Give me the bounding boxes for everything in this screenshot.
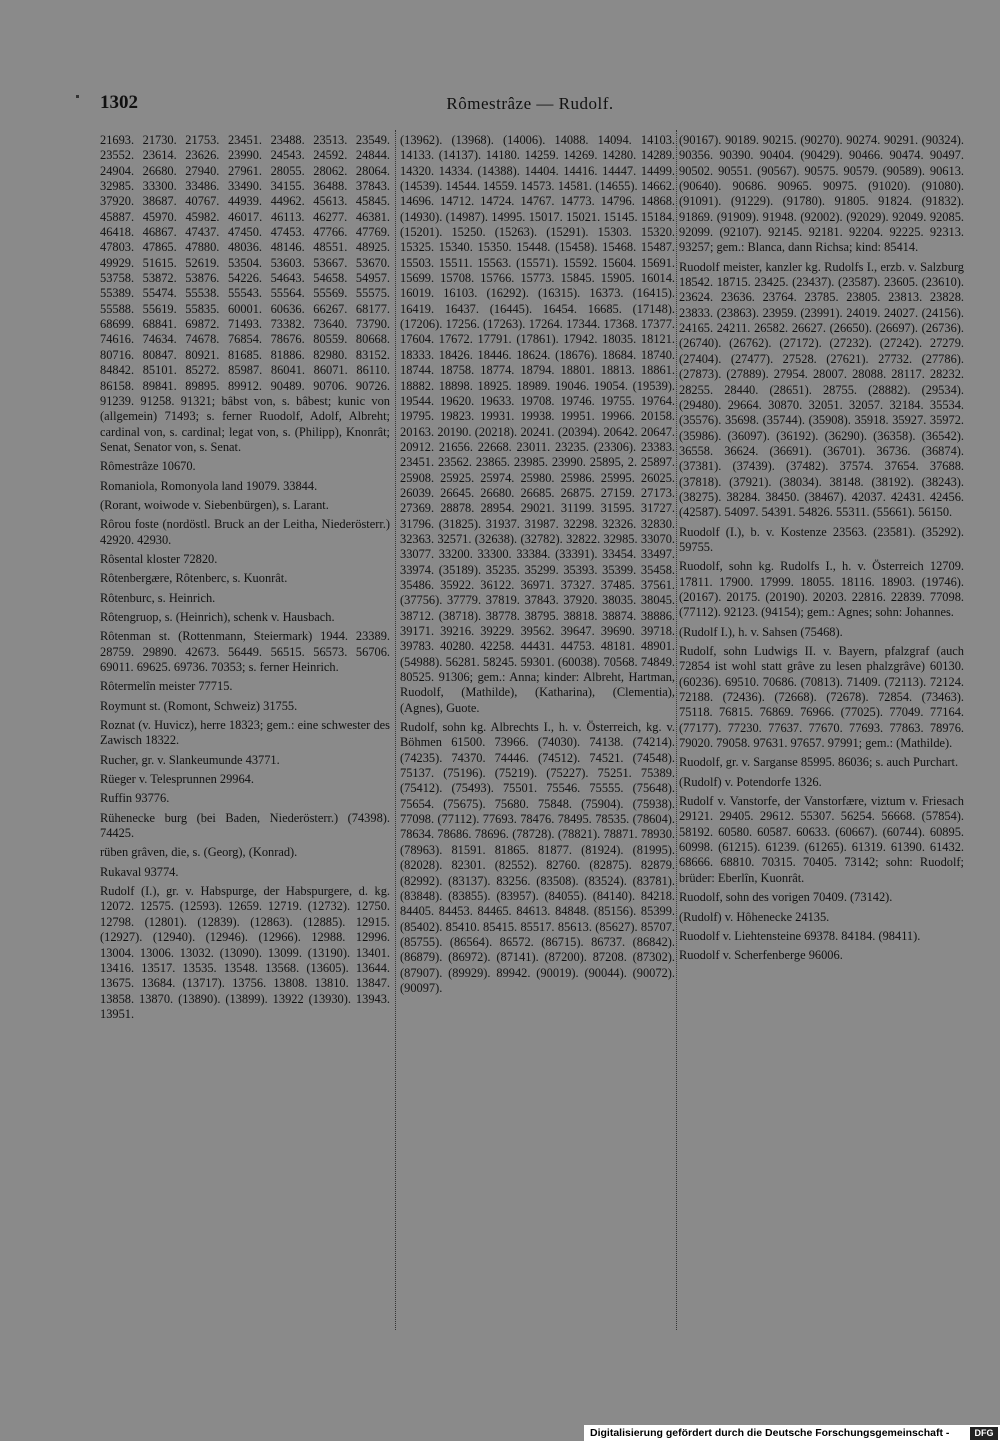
index-entry: Rucher, gr. v. Slankeumunde 43771.	[100, 752, 280, 767]
index-column-middle	[400, 133, 675, 1000]
index-entry: Ruodolf, gr. v. Sarganse 85995. 86036; s. auch Purchart.	[679, 755, 959, 770]
index-entry: 21693. 21730. 21753. 23451. 23488. 23513. 23549. 23552. 23614. 23626. 23990. 24543. 24592. 24844. 24904. 26680. 27940. 27961. 28055. 28062. 28064. 32985. 33300. 33486. 33490. 34155. 36488. 37843. 37920. 38687. 40767. 44939. 44962. 45613. 45845. 45887. 45970. 45982. 46017. 46113. 46277. 46381. 46418. 46867. 47437. 47450. 47453. 47766. 47769. 47803. 47865. 47880. 48036. 48146. 48551. 48925. 49929. 51615. 52619. 53504. 53603. 53667. 53670. 53758. 53872. 53876. 54226. 54643. 54658. 54957. 55389. 55474. 55538. 55543. 55564. 55569. 55575. 55588. 55619. 55835. 60001. 60636. 66267. 68177. 68699. 68841. 69872. 71493. 73382. 73640. 73790. 74616. 74634. 74678. 76854. 78676. 80559. 80668. 80716. 80847. 80921. 81685. 81886. 82980. 83152. 84842. 85101. 85272. 85987. 86041. 86071. 86110. 86158. 89841. 89895. 89912. 90489. 90706. 90726. 91239. 91258. 91321; bâbst von, s. bâbest; kunic von (allgemein) 71493; s. ferner Ruodolf, Adolf, Albreht; cardinal von, s. cardinal; legat von, s. (Philipp), Knonrât; Senat, Senator von, s. Senat.	[100, 133, 390, 454]
index-entry: Ruodolf v. Scherfenberge 96006.	[679, 948, 843, 963]
index-entry: Ruodolf (I.), b. v. Kostenze 23563. (23581). (35292). 59755.	[679, 524, 964, 554]
index-entry: Rôrou foste (nordöstl. Bruck an der Leitha, Niederösterr.) 42920. 42930.	[100, 517, 390, 547]
running-title: Rômestrâze — Rudolf.	[446, 94, 614, 113]
index-entry: Ruodolf, sohn kg. Rudolfs I., h. v. Österreich 12709. 17811. 17900. 17999. 18055. 18116. 18903. (19746). (20167). 20175. (20190). 20203. 22816. 22839. 77098. (77112). 92123. (94154); gem.: Agnes; sohn: Johannes.	[679, 559, 964, 620]
index-entry: Roznat (v. Huvicz), herre 18323; gem.: eine schwester des Zawisch 18322.	[100, 718, 390, 748]
page-header	[100, 92, 960, 116]
index-entry: (Rudolf) v. Hôhenecke 24135.	[679, 909, 830, 924]
index-entry: Ruodolf, sohn des vorigen 70409. (73142).	[679, 890, 893, 905]
index-entry: Ruodolf v. Liehtensteine 69378. 84184. (98411).	[679, 928, 921, 943]
index-entry: Rukaval 93774.	[100, 864, 179, 879]
dfg-logo: DFG	[970, 1427, 998, 1440]
column-divider-right	[676, 130, 677, 1330]
funding-footer	[584, 1425, 1000, 1441]
index-entry: Rüeger v. Telesprunnen 29964.	[100, 772, 254, 787]
index-column-right	[679, 133, 964, 968]
index-entry: Rômestrâze 10670.	[100, 459, 196, 474]
index-entry: (13962). (13968). (14006). 14088. 14094. 14103. 14133. (14137). 14180. 14259. 14269. 14280. 14289. 14320. 14334. (14388). 14404. 14416. 14447. 14499. (14539). 14544. 14559. 14573. 14581. (14655). 14662. 14696. 14712. 14724. 14767. 14773. 14796. 14868. (14930). (14987). 14995. 15017. 15021. 15145. 15184. (15201). 15250. (15263). (15291). 15303. 15320. 15325. 15340. 15350. 15448. (15458). 15468. 15487. 15503. 15511. 15563. (15571). 15592. 15604. 15691. 15699. 15708. 15766. 15773. 15845. 15905. 16014. 16019. 16103. (16292). (16315). 16373. (16415). 16419. 16437. (16445). 16454. 16685. (17148). (17206). 17256. (17263). 17264. 17344. 17368. 17377. 17604. 17672. 17791. (17861). 17942. 18035. 18121. 18333. 18426. 18446. 18624. (18676). 18684. 18740. 18744. 18758. 18774. 18794. 18801. 18813. 18861. 18882. 18898. 18925. 18989. 19046. 19054. (19539). 19544. 19620. 19633. 19708. 19746. 19755. 19764. 19795. 19823. 19931. 19938. 19951. 19966. 20158. 20163. 20190. (20218). 20241. (20394). 20642. 20647. 20912. 21656. 22668. 23011. 23235. (23306). 23383. 23451. 23562. 23865. 23985. 23990. 25895, 2. 25897. 25908. 25925. 25974. 25980. 25986. 25995. 26025. 26039. 26645. 26680. 26685. 26875. 27159. 27173. 27369. 28878. 28954. 29021. 31199. 31595. 31727. 31796. (31825). 31937. 31987. 32298. 32326. 32830. 32363. 32571. (32638). (32782). 32822. 32985. 33070. 33077. 33200. 33300. 33384. (33391). 33454. 33497. 33974. (35189). 35235. 35299. 35393. 35399. 35458. 35486. 35922. 36122. 36971. 37327. 37485. 37561. (37756). 37779. 37819. 37843. 37920. 38035. 38045. 38712. (38718). 38778. 38795. 38818. 38874. 38886. 39171. 39216. 39229. 39562. 39647. 39690. 39718. 39783. 40280. 42258. 44431. 44753. 48181. 48901. (54988). 56281. 58245. 59301. (60038). 70568. 74849. 80525. 91306; gem.: Anna; kinder: Albreht, Hartman, Ruodolf, (Mathilde), (Katharina), (Clementia), (Agnes), Guote.	[400, 133, 675, 715]
index-entry: Ruffin 93776.	[100, 791, 170, 806]
index-column-left	[100, 133, 390, 1026]
index-entry: Rühenecke burg (bei Baden, Niederösterr.) (74398). 74425.	[100, 810, 390, 841]
index-entry: rüben grâven, die, s. (Georg), (Konrad).	[100, 845, 298, 860]
index-entry: (Rorant, woiwode v. Siebenbürgen), s. Larant.	[100, 497, 329, 512]
index-entry: Ruodolf meister, kanzler kg. Rudolfs I., erzb. v. Salzburg 18542. 18715. 23425. (23437). (23587). 23605. (23610). 23624. 23636. 23764. 23785. 23805. 23813. 23828. 23833. (23863). 23959. (23991). 24019. 24027. (24156). 24165. 24211. 26582. 26627. (26650). (26697). (26736). (26740). (26762). (27172). (27232). (27242). 27279. (27404). (27477). 27528. (27621). 27732. (27786). (27873). (27889). 27954. 28007. 28088. 28117. 28232. 28255. 28440. (28651). 28755. (28882). (29534). (29480). 29664. 30870. 32051. 32057. 32184. 35534. (35576). 35698. (35744). (35908). 35918. 35927. 35972. (35986). (36097). (36192). (36290). (36358). (36542). 36558. 36624. (36691). (36701). 36736. (36874). (37381). (37439). (37482). 37574. 37654. 37688. (37818). (37921). (38034). 38148. (38192). (38243). (38275). 38284. 38450. (38467). 42037. 42431. 42456. (42587). 54097. 54391. 54826. 55311. (55661). 56150.	[679, 259, 964, 520]
index-entry: Rôtermelîn meister 77715.	[100, 679, 233, 694]
index-entry: Rôtenbergære, Rôtenberc, s. Kuonrât.	[100, 571, 288, 586]
index-entry: Rôsental kloster 72820.	[100, 551, 218, 566]
index-entry: Rôtenburc, s. Heinrich.	[100, 590, 216, 605]
index-entry: Roymunt st. (Romont, Schweiz) 31755.	[100, 698, 298, 713]
index-entry: Romaniola, Romonyola land 19079. 33844.	[100, 478, 318, 493]
page-number: 1302	[100, 92, 138, 113]
index-entry: Rudolf, sohn kg. Albrechts I., h. v. Österreich, kg. v. Böhmen 61500. 73966. (74030). 74138. (74214). (74235). 74370. 74446. (74512). 74521. (74548). 75137. (75196). (75219). (75227). 75251. 75389. (75412). (75493). 75501. 75546. 75555. (75648). 75654. (75675). 75680. 75848. (75904). (75938). 77098. (77112). 77693. 78476. 78495. 78535. (78604). 78634. 78686. 78696. (78728). (78821). 78871. 78930. (78963). 81591. 81865. 81877. (81924). (81995). (82028). 82301. (82552). 82760. (82875). 82879. (82992). (83137). 83256. (83508). (83524). (83781). (83848). (83855). (83957). (84055). (84140). 84218. 84405. 84453. 84465. 84613. 84848. (85156). 85399. (85402). 85410. 85415. 85517. 85613. (85627). 85707. (85755). (86564). 86572. (86715). 86737. (86842). (86879). (86972). (87141). (87200). 87208. (87302). (87907). (89929). 89942. (90019). (90044). (90072). (90097).	[400, 720, 675, 995]
index-entry: Rudolf, sohn Ludwigs II. v. Bayern, pfalzgraf (auch 72854 ist wohl statt grâve zu lesen phalzgrâve) 60130. (60236). 69510. 70686. (70813). 71409. (72113). 72124. 72188. (72436). (72668). (72678). 72854. (73463). 75118. 76815. 76869. 76966. (77025). 77049. 77164. (77177). 77230. 77637. 77670. 77693. 77863. 78976. 79020. 79058. 97631. 97657. 97991; gem.: (Mathilde).	[679, 644, 964, 751]
scan-speck	[76, 95, 79, 98]
index-entry: (90167). 90189. 90215. (90270). 90274. 90291. (90324). 90356. 90390. 90404. (90429). 90466. 90474. 90497. 90502. 90551. (90567). 90575. 90579. (90589). 90613. (90640). 90686. 90965. 90975. (91020). (91080). (91091). (91229). (91780). 91805. 91824. (91832). 91869. (91909). 91948. (92002). (92029). 92049. 92085. 92099. (92107). 92145. 92181. 92204. 92225. 92313. 93257; gem.: Blanca, dann Richsa; kind: 85414.	[679, 133, 964, 255]
index-entry: Rôtenman st. (Rottenmann, Steiermark) 1944. 23389. 28759. 29890. 42673. 56449. 56515. 56573. 56706. 69011. 69625. 69736. 70353; s. ferner Heinrich.	[100, 629, 390, 674]
index-entry: Rôtengruop, s. (Heinrich), schenk v. Hausbach.	[100, 609, 335, 624]
index-entry: Rudolf (I.), gr. v. Habspurge, der Habspurgere, d. kg. 12072. 12575. (12593). 12659. 12719. (12732). 12750. 12798. (12801). (12839). (12863). (12885). 12915. (12927). (12940). (12946). (12966). 12988. 12996. 13004. 13006. 13032. (13090). 13099. (13190). 13401. 13416. 13517. 13535. 13548. 13568. (13605). 13644. 13675. 13684. (13717). 13756. 13808. 13810. 13847. 13858. 13870. (13890). (13899). 13922 (13930). 13943. 13951.	[100, 884, 390, 1021]
column-divider-left	[395, 130, 396, 1330]
funding-text: Digitalisierung gefördert durch die Deutsche Forschungsgemeinschaft -	[590, 1427, 950, 1439]
index-entry: Rudolf v. Vanstorfe, der Vanstorfære, viztum v. Friesach 29121. 29405. 29612. 55307. 56254. 56668. (57854). 58192. 60580. 60587. 60633. (60667). (60744). 60895. 60998. (61215). 61239. (61265). 61319. 61390. 61432. 68666. 68810. 70315. 70405. 73142; sohn: Ruodolf; brüder: Eberlîn, Kuonrât.	[679, 794, 964, 885]
index-entry: (Rudolf I.), h. v. Sahsen (75468).	[679, 624, 843, 639]
index-entry: (Rudolf) v. Potendorfe 1326.	[679, 774, 822, 789]
